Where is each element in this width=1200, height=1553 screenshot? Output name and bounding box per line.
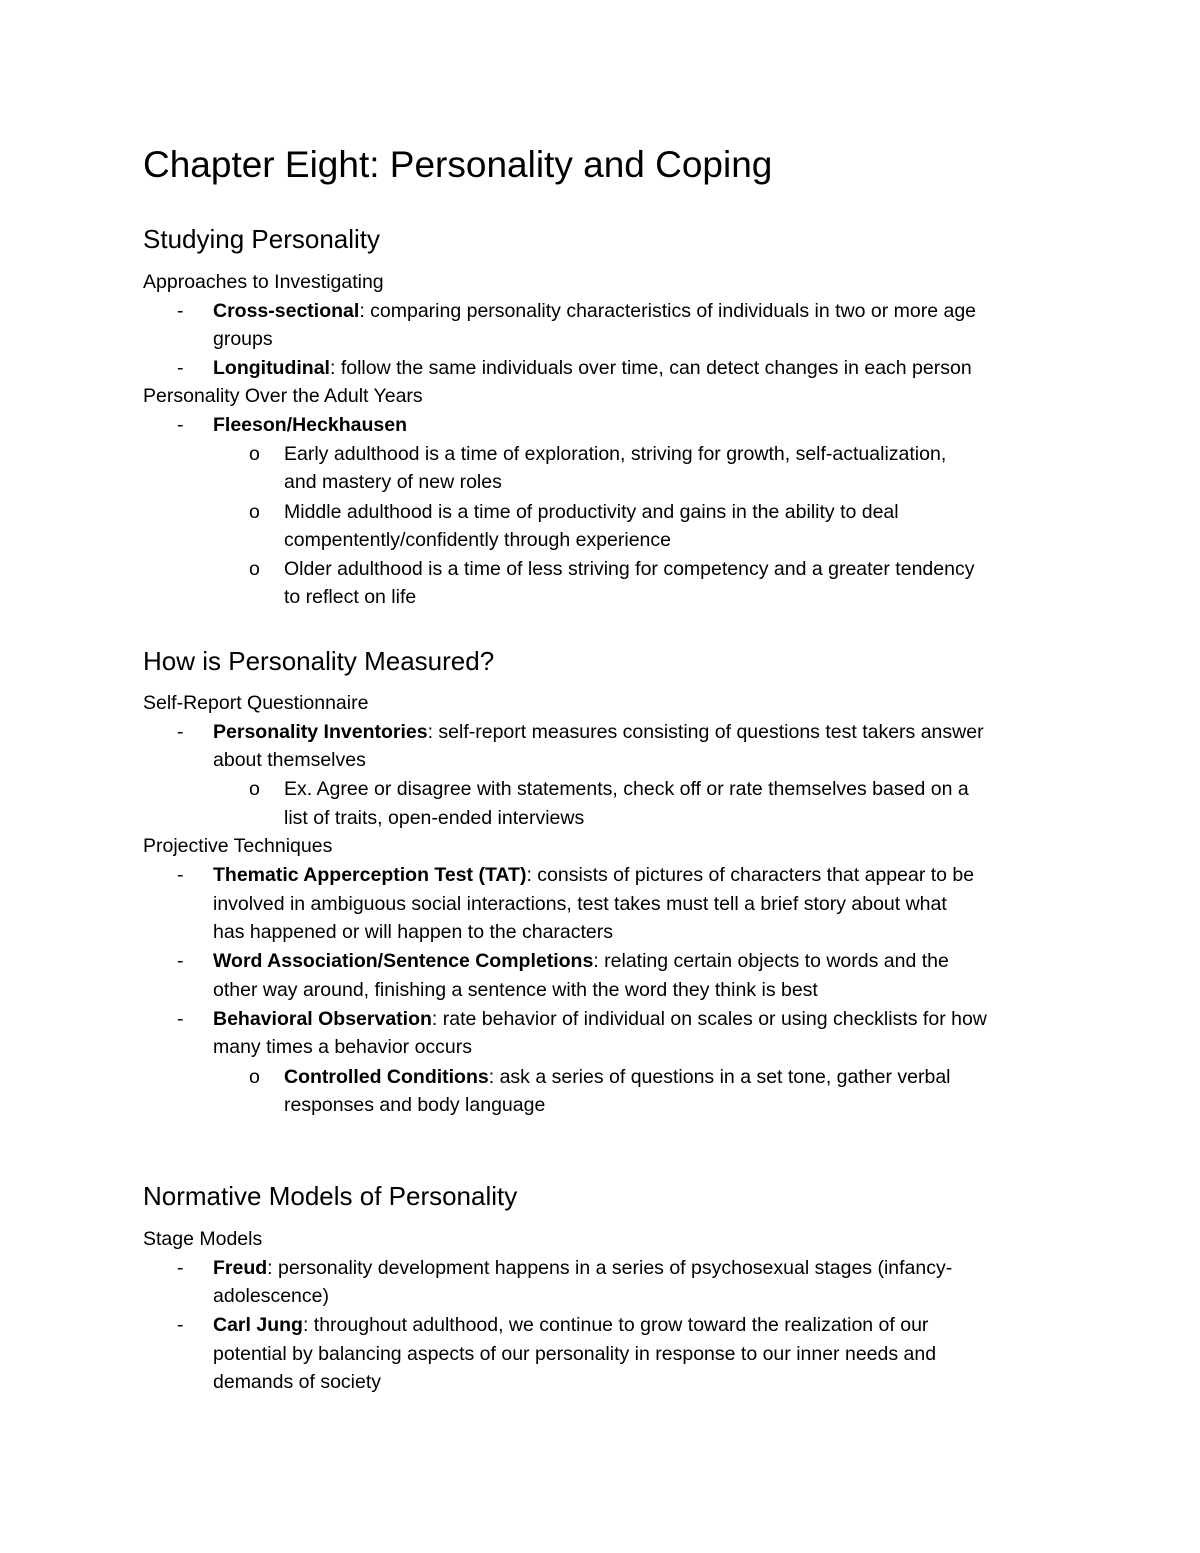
term-carl-jung: Carl Jung bbox=[213, 1314, 303, 1336]
term-fleeson: Fleeson/Heckhausen bbox=[213, 414, 407, 436]
item-controlled-conditions-cont: responses and body language bbox=[284, 1094, 546, 1116]
subheading-projective: Projective Techniques bbox=[143, 835, 333, 857]
circle-bullet: o bbox=[249, 443, 260, 465]
item-freud-cont: adolescence) bbox=[213, 1285, 329, 1307]
term-personality-inventories: Personality Inventories bbox=[213, 721, 428, 743]
item-tat-cont-1: involved in ambiguous social interactions, test takes must tell a brief story about what bbox=[213, 893, 947, 915]
term-cross-sectional: Cross-sectional bbox=[213, 300, 360, 322]
item-older-adulthood: Older adulthood is a time of less striving for competency and a greater tendency bbox=[284, 558, 975, 580]
document-title: Chapter Eight: Personality and Coping bbox=[143, 144, 773, 185]
item-carl-jung-cont-1: potential by balancing aspects of our personality in response to our inner needs and bbox=[213, 1343, 937, 1365]
item-behavioral-observation bbox=[213, 1005, 987, 1033]
definition-cross-sectional: : comparing personality characteristics of individuals in two or more age bbox=[359, 300, 977, 322]
circle-bullet: o bbox=[249, 558, 260, 580]
heading-personality-measured: How is Personality Measured? bbox=[143, 646, 495, 676]
dash-bullet: - bbox=[177, 1257, 184, 1279]
item-early-adulthood: Early adulthood is a time of exploration, striving for growth, self-actualization, bbox=[284, 443, 947, 465]
circle-bullet: o bbox=[249, 778, 260, 800]
item-controlled-conditions bbox=[284, 1063, 951, 1091]
item-cross-sectional-cont: groups bbox=[213, 328, 273, 350]
dash-bullet: - bbox=[177, 950, 184, 972]
subheading-adult-years: Personality Over the Adult Years bbox=[143, 385, 423, 407]
item-cross-sectional bbox=[213, 297, 976, 325]
subheading-self-report: Self-Report Questionnaire bbox=[143, 692, 369, 714]
definition-longitudinal: : follow the same individuals over time, can detect changes in each person bbox=[329, 357, 972, 379]
item-carl-jung-cont-2: demands of society bbox=[213, 1371, 382, 1393]
term-tat: Thematic Apperception Test (TAT) bbox=[213, 864, 527, 886]
term-longitudinal: Longitudinal bbox=[213, 357, 330, 379]
heading-studying-personality: Studying Personality bbox=[143, 224, 381, 254]
item-tat bbox=[213, 861, 974, 889]
term-behavioral-observation: Behavioral Observation bbox=[213, 1008, 432, 1030]
definition-controlled-conditions: : ask a series of questions in a set tone, gather verbal bbox=[488, 1066, 951, 1088]
definition-carl-jung: : throughout adulthood, we continue to grow toward the realization of our bbox=[302, 1314, 929, 1336]
dash-bullet: - bbox=[177, 721, 184, 743]
item-behavioral-observation-cont: many times a behavior occurs bbox=[213, 1036, 473, 1058]
definition-word-association: : relating certain objects to words and the bbox=[593, 950, 949, 972]
item-word-association-cont: other way around, finishing a sentence with the word they think is best bbox=[213, 979, 818, 1001]
item-freud bbox=[213, 1254, 952, 1282]
item-longitudinal bbox=[213, 354, 972, 382]
definition-behavioral-observation: : rate behavior of individual on scales or using checklists for how bbox=[431, 1008, 987, 1030]
item-middle-adulthood: Middle adulthood is a time of productivity and gains in the ability to deal bbox=[284, 501, 899, 523]
item-middle-adulthood-cont: compentently/confidently through experience bbox=[284, 529, 671, 551]
item-early-adulthood-cont: and mastery of new roles bbox=[284, 471, 502, 493]
dash-bullet: - bbox=[177, 1314, 184, 1336]
dash-bullet: - bbox=[177, 864, 184, 886]
dash-bullet: - bbox=[177, 414, 184, 436]
item-older-adulthood-cont: to reflect on life bbox=[284, 586, 417, 608]
heading-normative-models: Normative Models of Personality bbox=[143, 1181, 518, 1211]
item-carl-jung bbox=[213, 1311, 928, 1339]
dash-bullet: - bbox=[177, 357, 184, 379]
item-personality-inventories-cont: about themselves bbox=[213, 749, 366, 771]
item-fleeson bbox=[213, 411, 407, 439]
subheading-stage-models: Stage Models bbox=[143, 1228, 263, 1250]
term-word-association: Word Association/Sentence Completions bbox=[213, 950, 594, 972]
item-example: Ex. Agree or disagree with statements, check off or rate themselves based on a bbox=[284, 778, 969, 800]
definition-personality-inventories: : self-report measures consisting of questions test takers answer bbox=[427, 721, 984, 743]
term-freud: Freud bbox=[213, 1257, 268, 1279]
item-example-cont: list of traits, open-ended interviews bbox=[284, 807, 585, 829]
dash-bullet: - bbox=[177, 300, 184, 322]
definition-freud: : personality development happens in a series of psychosexual stages (infancy- bbox=[267, 1257, 953, 1279]
subheading-approaches: Approaches to Investigating bbox=[143, 271, 384, 293]
item-personality-inventories bbox=[213, 718, 984, 746]
item-tat-cont-2: has happened or will happen to the characters bbox=[213, 921, 614, 943]
dash-bullet: - bbox=[177, 1008, 184, 1030]
circle-bullet: o bbox=[249, 1066, 260, 1088]
definition-tat: : consists of pictures of characters that appear to be bbox=[526, 864, 975, 886]
item-word-association bbox=[213, 947, 949, 975]
circle-bullet: o bbox=[249, 501, 260, 523]
term-controlled-conditions: Controlled Conditions bbox=[284, 1066, 489, 1088]
